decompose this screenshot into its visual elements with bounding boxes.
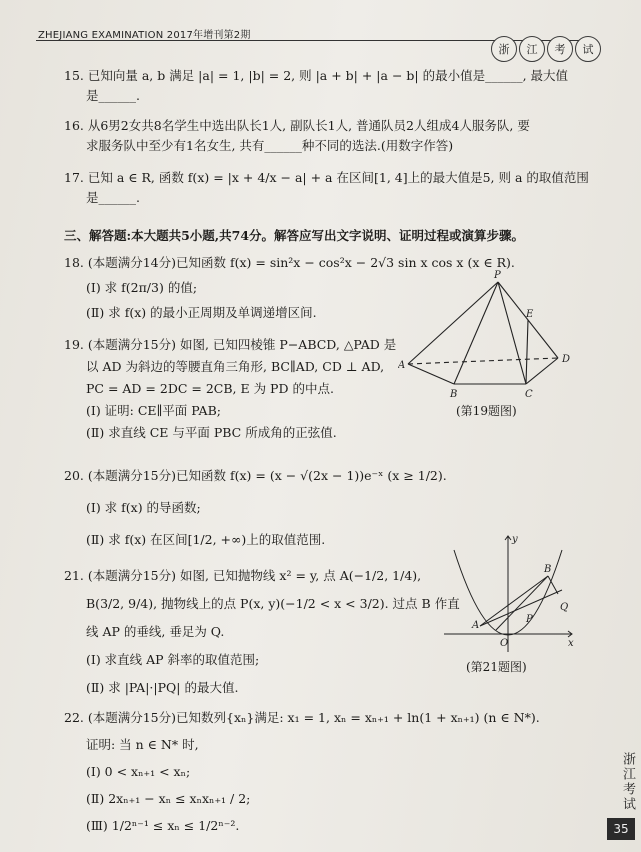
q22-part-1: (Ⅰ) 0 < xₙ₊₁ < xₙ;: [86, 764, 191, 779]
label-O: O: [500, 638, 509, 649]
line-PB: [496, 576, 548, 630]
label-y: y: [512, 534, 518, 545]
q22-part-2: (Ⅱ) 2xₙ₊₁ − xₙ ≤ xₙxₙ₊₁ / 2;: [86, 791, 251, 806]
label-C: C: [525, 389, 533, 400]
q19-part-2: (Ⅱ) 求直线 CE 与平面 PBC 所成角的正弦值.: [86, 425, 337, 440]
label-A: A: [398, 360, 406, 371]
running-header: ZHEJIANG EXAMINATION 2017年增刊第2期: [38, 30, 251, 41]
q15-line-1: 15. 已知向量 a, b 满足 |a| = 1, |b| = 2, 则 |a + b| + |a − b| 的最小值是______, 最大值: [64, 68, 569, 83]
pyramid-figure: [398, 268, 578, 400]
q18-part-2: (Ⅱ) 求 f(x) 的最小正周期及单调递增区间.: [86, 305, 317, 320]
label-P: P: [526, 614, 533, 625]
q22-intro: 证明: 当 n ∈ N* 时,: [86, 737, 199, 752]
q16-line-2: 求服务队中至少有1名女生, 共有______种不同的选法.(用数字作答): [86, 138, 454, 153]
q17-line-1: 17. 已知 a ∈ R, 函数 f(x) = |x + 4/x − a| + a 在区间[1, 4]上的最大值是5, 则 a 的取值范围: [64, 170, 589, 185]
q16-line-1: 16. 从6男2女共8名学生中选出队长1人, 副队长1人, 普通队员2人组成4人服务队, 要: [64, 118, 530, 133]
parabola-figure: [440, 530, 580, 656]
q20-part-2: (Ⅱ) 求 f(x) 在区间[1/2, +∞)上的取值范围.: [86, 532, 326, 547]
label-A: A: [472, 620, 480, 631]
q19-part-1: (Ⅰ) 证明: CE∥平面 PAB;: [86, 403, 221, 418]
edge-PB: [454, 282, 498, 384]
question-21: [64, 562, 460, 702]
q22-part-3: (Ⅲ) 1/2ⁿ⁻¹ ≤ xₙ ≤ 1/2ⁿ⁻².: [86, 818, 240, 833]
q17-line-2: 是______.: [86, 190, 140, 205]
edge-AD-hidden: [408, 358, 558, 364]
question-17: [64, 168, 589, 208]
side-journal-label: 浙江考试: [620, 752, 635, 812]
q18-part-1: (Ⅰ) 求 f(2π/3) 的值;: [86, 280, 198, 295]
label-Q: Q: [560, 602, 569, 613]
q21-part-2: (Ⅱ) 求 |PA|·|PQ| 的最大值.: [86, 680, 239, 695]
fig19-caption: (第19题图): [456, 404, 517, 418]
fig21-caption: (第21题图): [466, 660, 527, 674]
q19-line-1: 19. (本题满分15分) 如图, 已知四棱锥 P−ABCD, △PAD 是: [64, 337, 397, 352]
question-20: [64, 460, 447, 556]
label-x: x: [568, 638, 574, 649]
q21-line-2: B(3/2, 9/4), 抛物线上的点 P(x, y)(−1/2 < x < 3/2). 过点 B 作直: [86, 596, 460, 611]
q19-line-3: PC = AD = 2DC = 2CB, E 为 PD 的中点.: [86, 381, 334, 396]
edge-CD: [526, 358, 558, 384]
seal-char: 试: [575, 36, 601, 62]
edge-PC: [498, 282, 526, 384]
q15-line-2: 是______.: [86, 88, 140, 103]
q21-line-1: 21. (本题满分15分) 如图, 已知抛物线 x² = y, 点 A(−1/2, 1/4),: [64, 568, 422, 583]
q18-stem: 18. (本题满分14分)已知函数 f(x) = sin²x − cos²x − 2√3 sin x cos x (x ∈ R).: [64, 255, 515, 270]
label-B: B: [544, 564, 552, 575]
question-22: [64, 704, 540, 839]
edge-CE: [526, 320, 528, 384]
edge-PA: [408, 282, 498, 364]
label-P: P: [494, 270, 501, 281]
page-number: 35: [607, 818, 635, 840]
q20-part-1: (Ⅰ) 求 f(x) 的导函数;: [86, 500, 201, 515]
label-B: B: [450, 389, 458, 400]
q21-line-3: 线 AP 的垂线, 垂足为 Q.: [86, 624, 225, 639]
journal-seals: [491, 36, 601, 62]
q21-part-1: (Ⅰ) 求直线 AP 斜率的取值范围;: [86, 652, 260, 667]
question-16: [64, 116, 530, 156]
edge-AB: [408, 364, 454, 384]
q19-line-2: 以 AD 为斜边的等腰直角三角形, BC∥AD, CD ⊥ AD,: [86, 359, 385, 374]
seal-char: 浙: [491, 36, 517, 62]
q20-stem: 20. (本题满分15分)已知函数 f(x) = (x − √(2x − 1))e⁻ˣ (x ≥ 1/2).: [64, 468, 447, 483]
label-E: E: [526, 309, 534, 320]
section-heading: 三、解答题:本大题共5小题,共74分。解答应写出文字说明、证明过程或演算步骤。: [64, 228, 525, 243]
seal-char: 江: [519, 36, 545, 62]
question-19: [64, 334, 396, 444]
question-15: [64, 66, 568, 106]
label-D: D: [562, 354, 571, 365]
seal-char: 考: [547, 36, 573, 62]
q22-stem: 22. (本题满分15分)已知数列{xₙ}满足: x₁ = 1, xₙ = xₙ₊₁ + ln(1 + xₙ₊₁) (n ∈ N*).: [64, 710, 540, 725]
